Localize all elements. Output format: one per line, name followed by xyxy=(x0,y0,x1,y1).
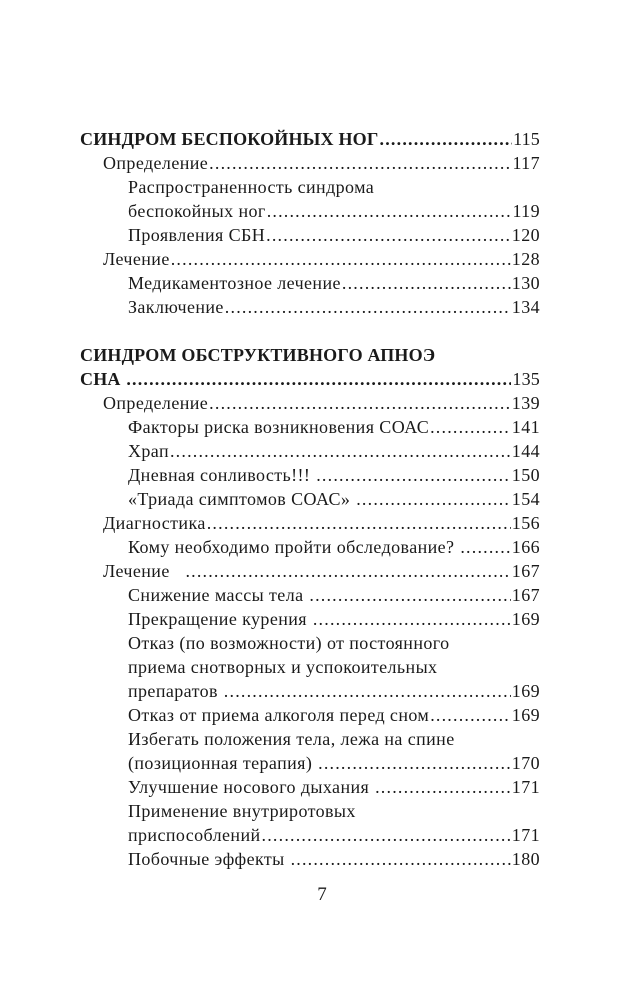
toc-page-number: 120 xyxy=(511,225,540,245)
dot-leader xyxy=(209,151,511,175)
toc-entry-line xyxy=(128,415,540,439)
dot-leader xyxy=(225,295,511,319)
toc-page-number: 150 xyxy=(511,465,540,485)
toc-entry-title: Заключение xyxy=(128,297,224,317)
dot-leader xyxy=(342,271,511,295)
toc-entry-line xyxy=(128,463,540,487)
toc-entry-title: Кому необходимо пройти обследование? xyxy=(128,537,460,557)
toc-entry-title: Применение внутриротовых xyxy=(128,801,356,821)
toc-page-number: 128 xyxy=(511,249,540,269)
toc-entry-title: препаратов xyxy=(128,681,223,701)
toc-entry-line xyxy=(80,367,540,391)
toc-page-number: 169 xyxy=(511,705,540,725)
toc-entry-title: приема снотворных и успокоительных xyxy=(128,657,438,677)
dot-leader xyxy=(266,223,511,247)
toc-entry-line xyxy=(103,511,540,535)
toc-entry-line xyxy=(80,343,540,367)
toc-page-number: 139 xyxy=(511,393,540,413)
toc-entry-title: Дневная сонливость!!! xyxy=(128,465,316,485)
toc-entry-title: Лечение xyxy=(103,561,185,581)
toc-entry-title: Лечение xyxy=(103,249,170,269)
dot-leader xyxy=(380,127,513,151)
toc-page-number: 166 xyxy=(511,537,540,557)
dot-leader xyxy=(185,559,510,583)
toc-entry-title: Диагностика xyxy=(103,513,206,533)
toc-entry-line xyxy=(128,199,540,223)
toc-entry-title: Проявления СБН xyxy=(128,225,266,245)
toc-entry-line xyxy=(128,583,540,607)
toc-entry-line xyxy=(80,127,540,151)
toc-entry-title: Побочные эффекты xyxy=(128,849,290,869)
dot-leader xyxy=(267,199,512,223)
dot-leader xyxy=(171,247,511,271)
toc-entry-title: беспокойных ног xyxy=(128,201,266,221)
toc-entry-title: Факторы риска возникновения СОАС xyxy=(128,417,430,437)
toc-entry-title: «Триада симптомов СОАС» xyxy=(128,489,356,509)
toc-entry-title: Снижение массы тела xyxy=(128,585,309,605)
toc-entry-line xyxy=(128,175,540,199)
dot-leader xyxy=(430,703,511,727)
dot-leader xyxy=(291,847,511,871)
page-number: 7 xyxy=(317,884,327,905)
toc-entry-title: Отказ (по возможности) от постоянного xyxy=(128,633,450,653)
toc-entry-title: приспособлений xyxy=(128,825,261,845)
toc-page-number: 144 xyxy=(511,441,540,461)
toc-page-number: 169 xyxy=(511,609,540,629)
toc-entry-line xyxy=(128,679,540,703)
toc-entry-title: СИНДРОМ БЕСПОКОЙНЫХ НОГ xyxy=(80,129,379,149)
toc-entry-line xyxy=(128,823,540,847)
toc-entry-title: Определение xyxy=(103,393,209,413)
toc-entry-title: СНА xyxy=(80,369,126,389)
toc-entry-title: Определение xyxy=(103,153,209,173)
toc-page-number: 119 xyxy=(512,201,540,221)
dot-leader xyxy=(126,367,511,391)
dot-leader xyxy=(375,775,511,799)
dot-leader xyxy=(313,607,511,631)
toc-entry-line xyxy=(103,391,540,415)
toc-page-number: 141 xyxy=(511,417,540,437)
toc-entry-line xyxy=(128,799,540,823)
toc-page-number: 169 xyxy=(511,681,540,701)
toc-entry-line xyxy=(103,151,540,175)
toc-entry-line xyxy=(128,487,540,511)
toc-entry-line xyxy=(128,439,540,463)
toc-page-number: 154 xyxy=(511,489,540,509)
toc-entry-line xyxy=(128,655,540,679)
toc-entry-line xyxy=(103,247,540,271)
toc-entry-line xyxy=(128,775,540,799)
toc-entry-title: (позиционная терапия) xyxy=(128,753,318,773)
toc-page-number: 117 xyxy=(512,153,540,173)
toc-entry-line xyxy=(128,271,540,295)
dot-leader xyxy=(460,535,510,559)
dot-leader xyxy=(209,391,511,415)
toc-entry-title: Отказ от приема алкоголя перед сном xyxy=(128,705,430,725)
toc-entry-line xyxy=(128,223,540,247)
dot-leader xyxy=(170,439,511,463)
toc-entry-line xyxy=(128,295,540,319)
toc-entry-line xyxy=(128,703,540,727)
toc-entry-title: СИНДРОМ ОБСТРУКТИВНОГО АПНОЭ xyxy=(80,345,436,365)
toc-entry-line xyxy=(128,751,540,775)
toc-entry-line xyxy=(128,631,540,655)
toc-entry-line xyxy=(128,535,540,559)
toc-page-number: 130 xyxy=(511,273,540,293)
dot-leader xyxy=(207,511,511,535)
dot-leader xyxy=(430,415,511,439)
toc-page-number: 134 xyxy=(511,297,540,317)
toc-page-number: 167 xyxy=(511,561,540,581)
dot-leader xyxy=(262,823,511,847)
toc-page-number: 115 xyxy=(513,129,540,149)
dot-leader xyxy=(318,751,511,775)
toc-entry-title: Медикаментозное лечение xyxy=(128,273,341,293)
toc-page-number: 167 xyxy=(511,585,540,605)
toc-page-number: 171 xyxy=(511,825,540,845)
toc-entry-title: Распространенность синдрома xyxy=(128,177,375,197)
toc-entry-line xyxy=(103,559,540,583)
toc-page-number: 135 xyxy=(512,369,540,389)
toc-page-number: 156 xyxy=(511,513,540,533)
toc-entry-title: Храп xyxy=(128,441,169,461)
toc-page-number: 180 xyxy=(511,849,540,869)
dot-leader xyxy=(309,583,510,607)
dot-leader xyxy=(224,679,511,703)
toc-entry-title: Избегать положения тела, лежа на спине xyxy=(128,729,455,749)
toc-entry-line xyxy=(128,727,540,751)
toc-entry-title: Улучшение носового дыхания xyxy=(128,777,375,797)
toc-entry-line xyxy=(128,607,540,631)
toc-entry-title: Прекращение курения xyxy=(128,609,312,629)
dot-leader xyxy=(356,487,511,511)
toc-page-number: 170 xyxy=(511,753,540,773)
toc-page-number: 171 xyxy=(511,777,540,797)
dot-leader xyxy=(316,463,511,487)
toc-entry-line xyxy=(128,847,540,871)
